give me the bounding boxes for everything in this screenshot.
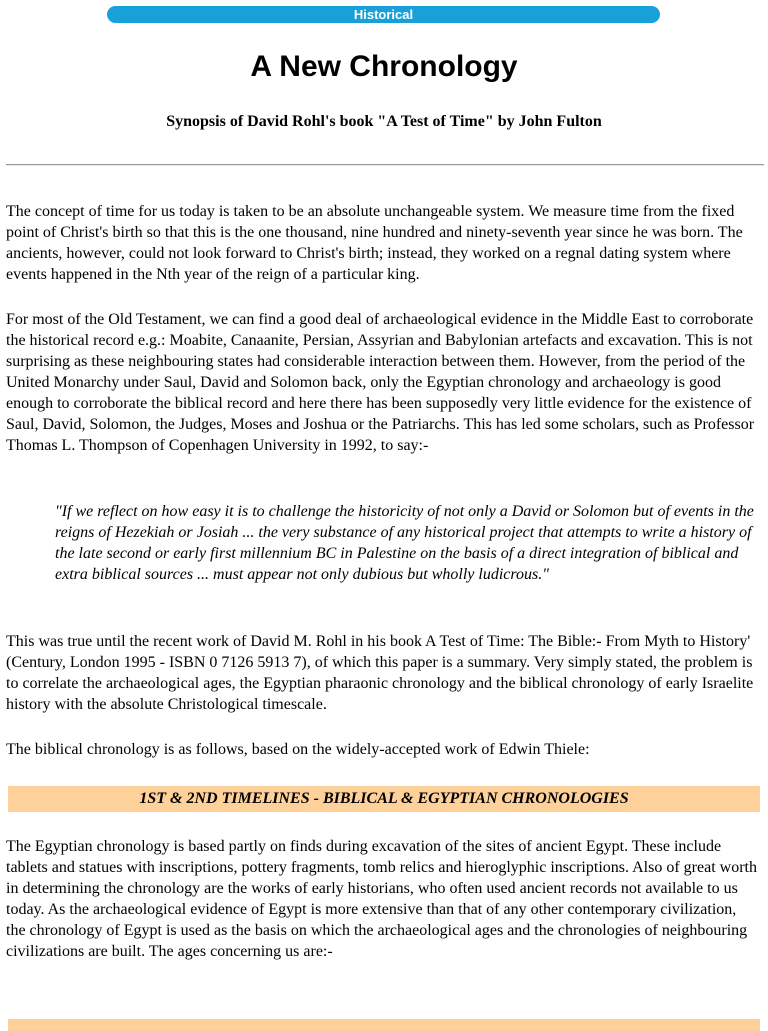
archaeology-paragraph: For most of the Old Testament, we can find a good deal of archaeological evidence in the Middle East to corroborate the historical record e.g.: Moabite, Canaanite, Persian, Assyrian and Babylonian artefacts and excavation. This is not surprising as these neighbouring states had considerable interaction between them. However, from the period of the United Monarchy under Saul, David and Solomon back, only the Egyptian chronology and archaeology is good enough to corroborate the biblical record and here there has been supposedly very little evidence for the existence of Saul, David, Solomon, the Judges, Moses and Joshua or the Patriarchs. This has led some scholars, such as Professor Thomas L. Thompson of Copenhagen University in 1992, to say:- — [6, 311, 755, 454]
biblical-chronology-paragraph: The biblical chronology is as follows, based on the widely-accepted work of Edwin Thiele: — [6, 741, 590, 758]
egyptian-chronology-paragraph: The Egyptian chronology is based partly on finds during excavation of the sites of ancient Egypt. These include tablets and statues with inscriptions, pottery fragments, tomb relics and hieroglyphic inscriptions. Also of great worth in determining the chronology are the works of early historians, who often used ancient records not available to us today. As the archaeological evidence of Egypt is more extensive than that of any other contemporary civilization, the chronology of Egypt is used as the basis on which the archaeological ages and the chronologies of neighbouring civilizations are built. The ages concerning us are:- — [6, 838, 757, 960]
thompson-quote: "If we reflect on how easy it is to challenge the historicity of not only a David or Solomon but of events in the reigns of Hezekiah or Josiah ... the very substance of any historical project that attempts to write a history of the late second or early first millennium BC in Palestine on the basis of a direct integration of biblical and extra biblical sources ... must appear not only dubious but wholly ludicrous." — [55, 503, 754, 583]
section-label-banner[interactable]: Historical — [107, 6, 660, 23]
next-section-band — [8, 1019, 760, 1031]
intro-paragraph: The concept of time for us today is taken to be an absolute unchangeable system. We measure time from the fixed point of Christ's birth so that this is the one thousand, nine hundred and ninety-seventh year since he was born. The ancients, however, could not look forward to Christ's birth; instead, they worked on a regnal dating system where events happened in the Nth year of the reign of a particular king. — [6, 203, 743, 283]
rohl-paragraph: This was true until the recent work of David M. Rohl in his book A Test of Time: The Bible:- From Myth to History' (Century, London 1995 - ISBN 0 7126 5913 7), of which this paper is a summary. Very simply stated, the problem is to correlate the archaeological ages, the Egyptian pharaonic chronology and the biblical chronology of early Israelite history with the absolute Christological timescale. — [6, 633, 754, 713]
horizontal-divider — [6, 164, 764, 166]
page-title: A New Chronology — [250, 50, 518, 83]
section-heading-timelines: 1ST & 2ND TIMELINES - BIBLICAL & EGYPTIAN CHRONOLOGIES — [8, 786, 760, 812]
page-subtitle: Synopsis of David Rohl's book "A Test of Time" by John Fulton — [166, 113, 602, 130]
